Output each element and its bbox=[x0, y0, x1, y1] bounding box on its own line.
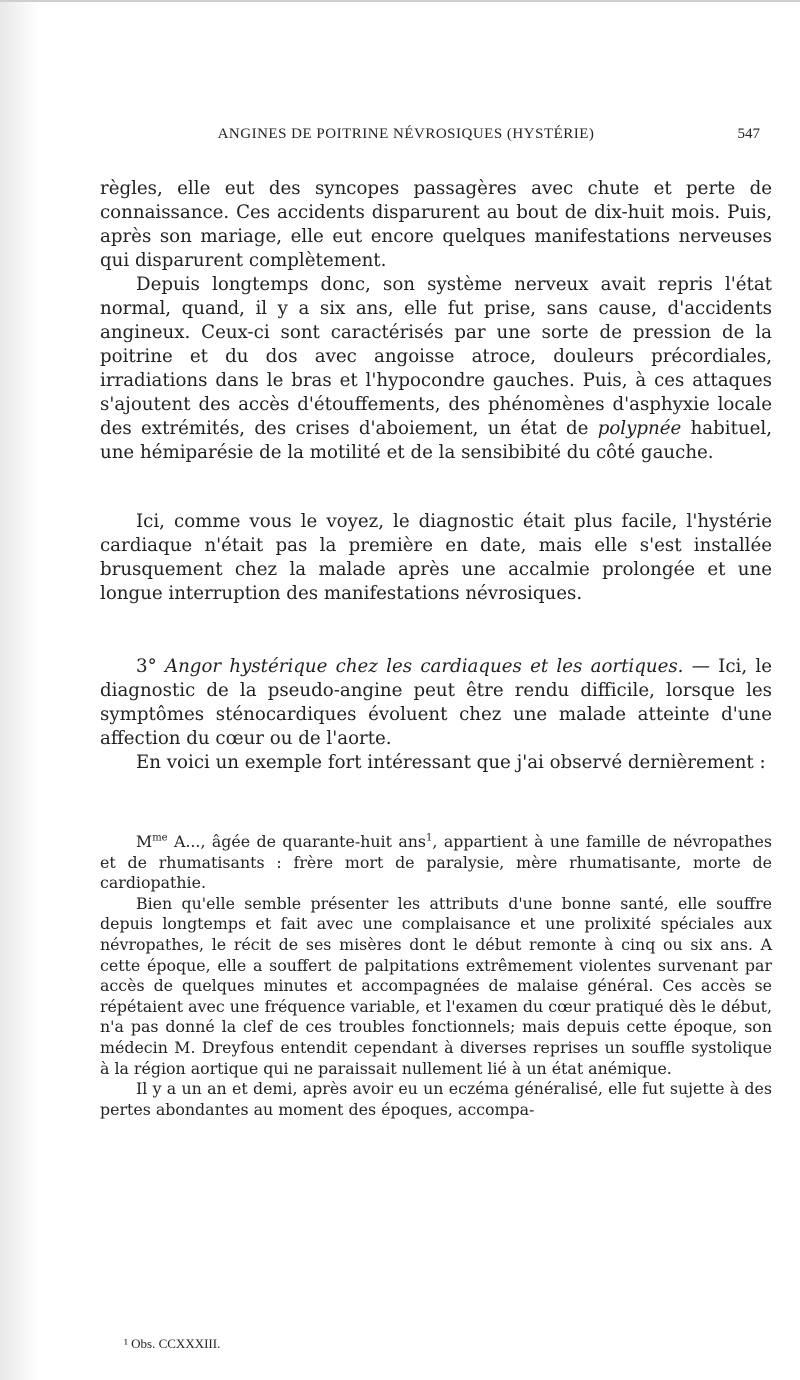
observation-block bbox=[100, 832, 772, 1120]
observation-paragraph-1 bbox=[100, 832, 772, 894]
observation-paragraph-3: Il y a un an et demi, après avoir eu un eczéma généralisé, elle fut sujette à des pertes abondantes au moment des époques, accompa- bbox=[100, 1079, 772, 1119]
observation-text-1a: A..., âgée de quarante-huit ans bbox=[167, 832, 427, 851]
section-number: 3° bbox=[136, 656, 157, 677]
observation-text-1b: , appartient à une famille de névropathes et de rhumatisants : frère mort de paralysie, mère rhumatisante, morte de cardiopathie. bbox=[100, 832, 772, 893]
footnote: ¹ Obs. CCXXXIII. bbox=[124, 1336, 221, 1351]
body-text-group-1 bbox=[100, 177, 772, 465]
page-number: 547 bbox=[737, 126, 760, 142]
page-gutter-shadow bbox=[0, 0, 40, 1380]
section-title: Angor hystérique chez les cardiaques et les aortiques. bbox=[164, 656, 684, 677]
body-text-group-3 bbox=[100, 655, 772, 775]
footnote-reference: 1 bbox=[426, 832, 433, 844]
patient-title-sup: me bbox=[152, 832, 168, 844]
paragraph-2-text: Depuis longtemps donc, son système nerveux avait repris l'état normal, quand, il y a six ans, elle fut prise, sans cause, d'accidents angineux. Ceux-ci sont caractérisés par une sorte de pression de la poitrine et du dos avec angoisse atroce, douleurs précordiales, irradiations dans le bras et l'hypocondre gauches. Puis, à ces attaques s'ajoutent des accès d'étouffements, des phénomènes d'asphyxie locale des extrémités, des crises d'aboiement, un état de bbox=[100, 274, 772, 439]
section-3-text: — Ici, le diagnostic de la pseudo-angine peut être rendu difficile, lorsque les symptômes sténocardiques évoluent chez une malade atteinte d'une affection du cœur ou de l'aorte. bbox=[100, 656, 772, 749]
patient-name: M bbox=[136, 832, 153, 851]
section-3-paragraph bbox=[100, 655, 772, 751]
emphasis-polypnee: polypnée bbox=[597, 418, 682, 439]
observation-paragraph-2: Bien qu'elle semble présenter les attributs d'une bonne santé, elle souffre depuis longtemps et fait avec une complaisance et une prolixité spéciales aux névropathes, le récit de ses misères dont le début remonte à cinq ou six ans. A cette époque, elle a souffert de palpitations extrêmement violentes survenant par accès de quelques minutes et accompagnées de malaise général. Ces accès se répétaient avec une fréquence variable, et l'examen du cœur pratiqué dès le début, n'a pas donné la clef de ces troubles fonctionnels; mais depuis cette époque, son médecin M. Dreyfous entendit cependant à diverses reprises un souffle systolique à la région aortique qui ne paraissait nullement lié à un état anémique. bbox=[100, 893, 772, 1078]
scan-top-edge bbox=[0, 0, 800, 2]
running-header bbox=[112, 126, 760, 148]
running-title: ANGINES DE POITRINE NÉVROSIQUES (HYSTÉRIE) bbox=[217, 126, 595, 142]
body-text-group-2 bbox=[100, 510, 772, 606]
paragraph-2-text-end: habituel, une hémiparésie de la motilité et de la sensibibité du côté gauche. bbox=[100, 418, 772, 463]
paragraph-1: règles, elle eut des syncopes passagères avec chute et perte de connaissance. Ces accidents disparurent au bout de dix-huit mois. Puis, après son mariage, elle eut encore quelques manifestations nerveuses qui disparurent complètement. bbox=[100, 178, 772, 271]
paragraph-5: En voici un exemple fort intéressant que j'ai observé dernièrement : bbox=[136, 752, 766, 773]
paragraph-2 bbox=[100, 273, 772, 465]
paragraph-3: Ici, comme vous le voyez, le diagnostic était plus facile, l'hystérie cardiaque n'était pas la première en date, mais elle s'est installée brusquement chez la malade après une accalmie prolongée et une longue interruption des manifestations névrosiques. bbox=[100, 511, 772, 604]
